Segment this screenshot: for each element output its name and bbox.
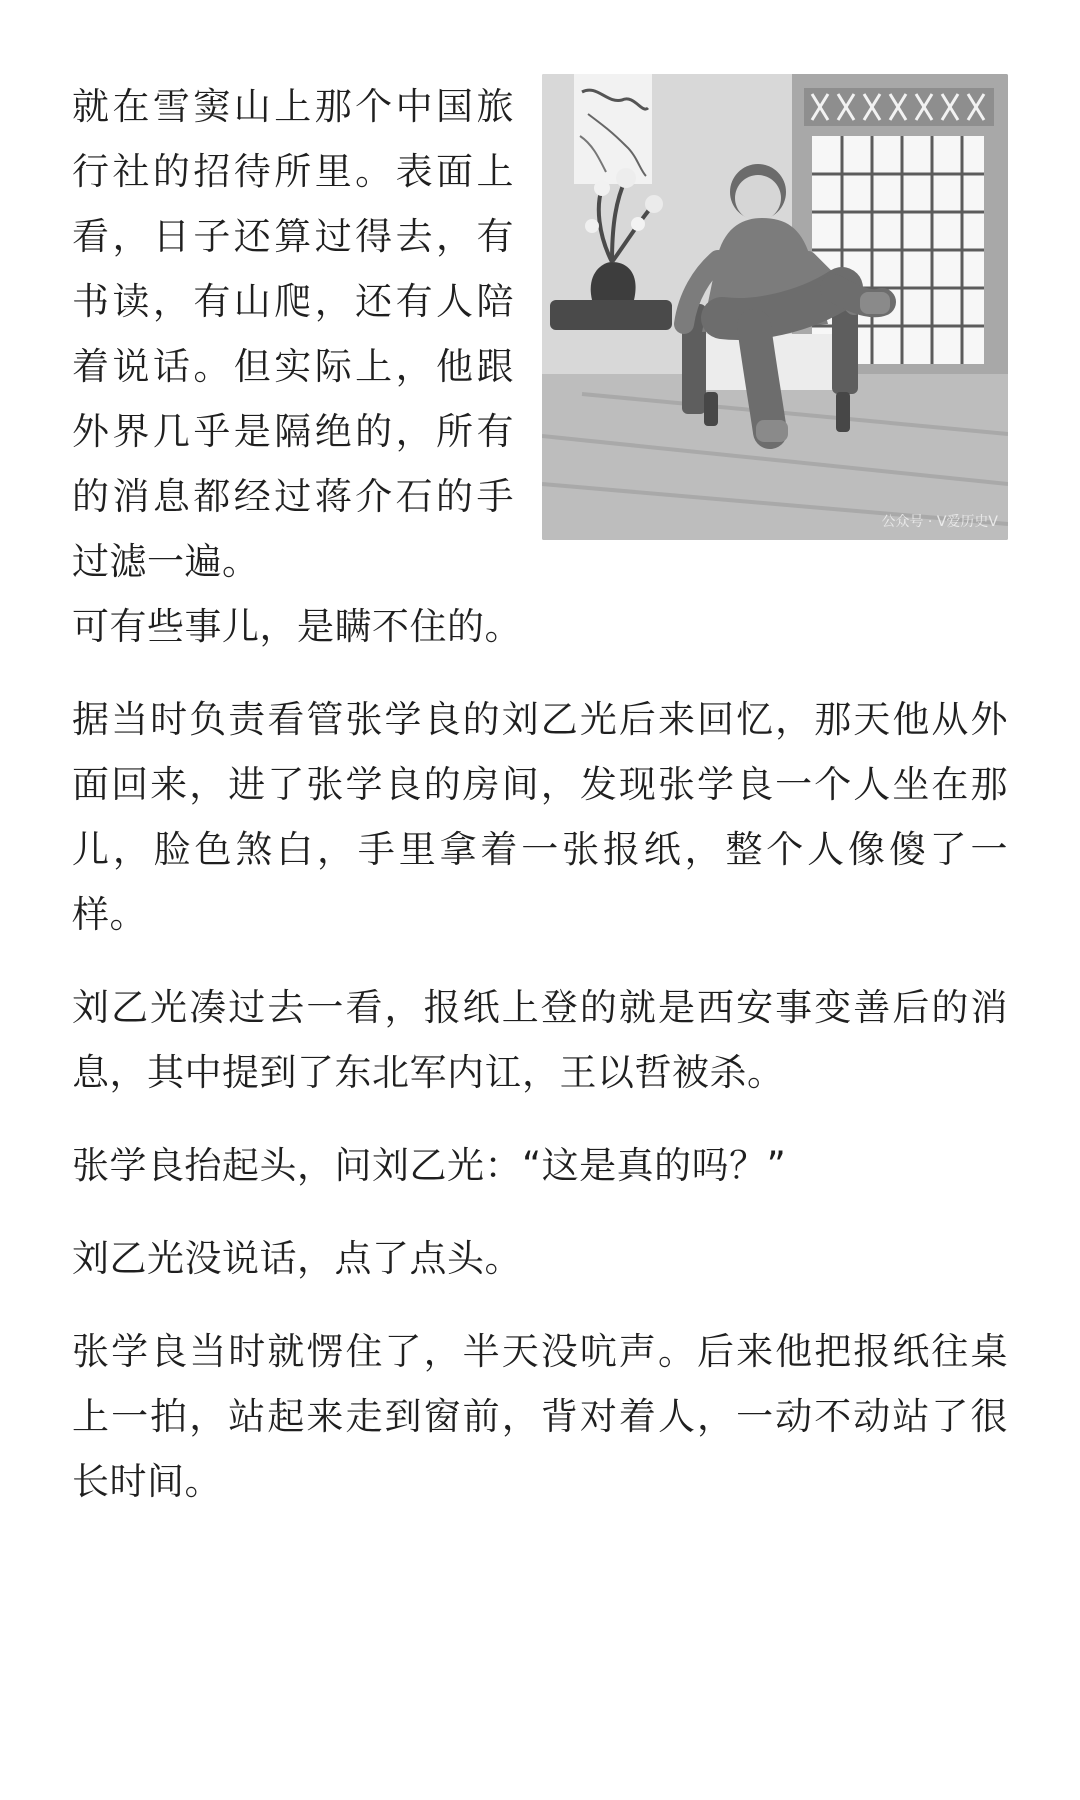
- image-watermark: 公众号 · V爱历史V: [881, 514, 998, 530]
- paragraph-5: 刘乙光没说话，点了点头。: [72, 1237, 522, 1280]
- intro-paragraph: 就在雪窦山上那个中国旅行社的招待所里。表面上看，日子还算过得去，有书读，有山爬，还有人陪着说话。但实际上，他跟外界几乎是隔绝的，所有的消息都经过蒋介石的手过滤一遍。: [72, 85, 514, 583]
- intro-block: [72, 74, 1008, 594]
- paragraph-4: 张学良抬起头，问刘乙光：“这是真的吗？”: [72, 1144, 787, 1187]
- paragraph-3: 刘乙光凑过去一看，报纸上登的就是西安事变善后的消息，其中提到了东北军内讧，王以哲被杀。: [72, 986, 1008, 1094]
- article-photo: [542, 74, 1008, 540]
- article-body: [72, 594, 1008, 1514]
- paragraph-6: 张学良当时就愣住了，半天没吭声。后来他把报纸往桌上一拍，站起来走到窗前，背对着人，一动不动站了很长时间。: [72, 1330, 1008, 1503]
- photo-illustration: [542, 74, 1008, 540]
- paragraph-2: 据当时负责看管张学良的刘乙光后来回忆，那天他从外面回来，进了张学良的房间，发现张学良一个人坐在那儿，脸色煞白，手里拿着一张报纸，整个人像傻了一样。: [72, 698, 1008, 936]
- paragraph-1: 可有些事儿，是瞒不住的。: [72, 605, 522, 648]
